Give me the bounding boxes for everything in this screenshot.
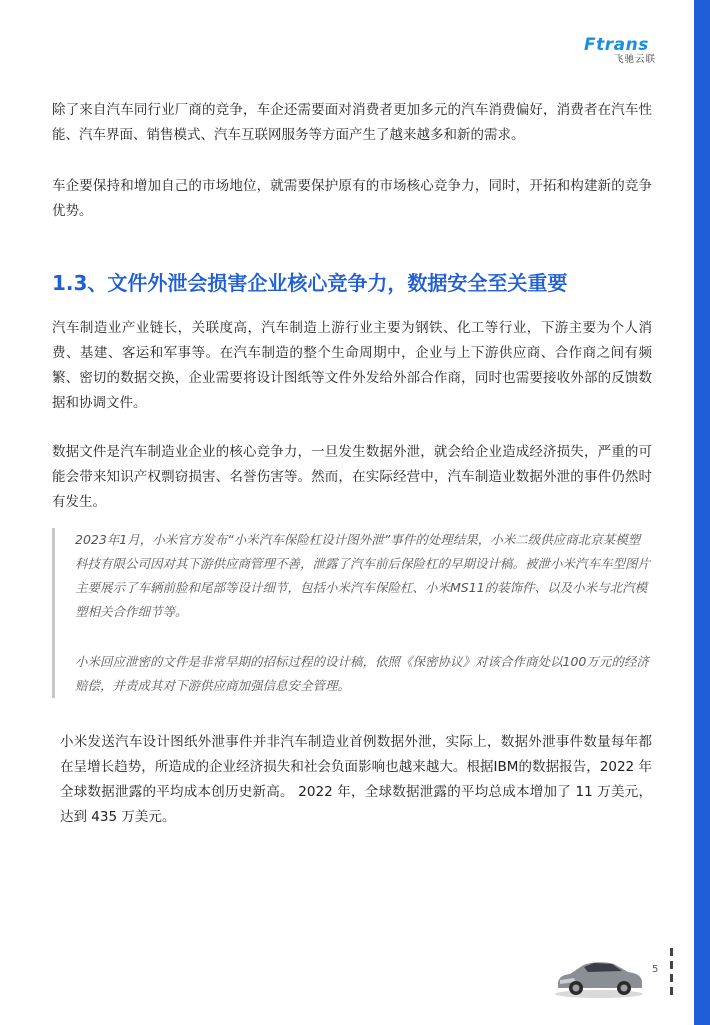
right-accent-bar — [694, 0, 710, 1025]
page-number: 5 — [652, 964, 659, 975]
paragraph-ibm-report: 小米发送汽车设计图纸外泄事件并非汽车制造业首例数据外泄，实际上，数据外泄事件数量每年都在呈增长趋势，所造成的企业经济损失和社会负面影响也越来越大。根据IBM的数据报告，2022 年全球数据泄露的平均成本创历史新高。 2022 年，全球数据泄露的平均总成本增加了 11 万美元，达到 435 万美元。 — [60, 734, 652, 825]
paragraph-competition: 除了来自汽车同行业厂商的竞争，车企还需要面对消费者更加多元的汽车消费偏好，消费者在汽车性能、汽车界面、销售模式、汽车互联网服务等方面产生了越来越多和新的需求。 — [52, 102, 652, 143]
paragraph-market-position: 车企要保持和增加自己的市场地位，就需要保护原有的市场核心竞争力，同时，开拓和构建新的竞争优势。 — [52, 178, 652, 219]
car-image — [552, 948, 646, 1000]
section-heading: 1.3、文件外泄会损害企业核心竞争力，数据安全至关重要 — [52, 271, 568, 295]
paragraph-data-leak-risk: 数据文件是汽车制造业企业的核心竞争力，一旦发生数据外泄，就会给企业造成经济损失，严重的可能会带来知识产权剽窃损害、名誉伤害等。然而，在实际经营中，汽车制造业数据外泄的事件仍然时有发生。 — [52, 444, 652, 510]
paragraph-industry-chain: 汽车制造业产业链长，关联度高，汽车制造上游行业主要为钢铁、化工等行业，下游主要为个人消费、基建、客运和军事等。在汽车制造的整个生命周期中，企业与上下游供应商、合作商之间有频繁、密切的数据交换，企业需要将设计图纸等文件外发给外部合作商，同时也需要接收外部的反馈数据和协调文件。 — [52, 320, 652, 411]
page-marker-dashes — [670, 948, 674, 1000]
quote-paragraph-response: 小米回应泄密的文件是非常早期的招标过程的设计稿，依照《保密协议》对该合作商处以100万元的经济赔偿，并责成其对下游供应商加强信息安全管理。 — [75, 654, 649, 693]
quote-paragraph-incident: 2023年1月，小米官方发布“小米汽车保险杠设计图外泄”事件的处理结果，小米二级供应商北京某模塑科技有限公司因对其下游供应商管理不善，泄露了汽车前后保险杠的早期设计稿。被泄小米汽车车型图片主要展示了车辆前脸和尾部等设计细节，包括小米汽车保险杠、小米MS11的装饰件、以及小米与北汽模塑相关合作细节等。 — [75, 532, 651, 619]
logo-text: Ftrans — [584, 35, 649, 55]
logo-subtext: 飞驰云联 — [614, 54, 657, 65]
case-quote-block — [52, 528, 655, 698]
brand-logo — [584, 36, 680, 66]
